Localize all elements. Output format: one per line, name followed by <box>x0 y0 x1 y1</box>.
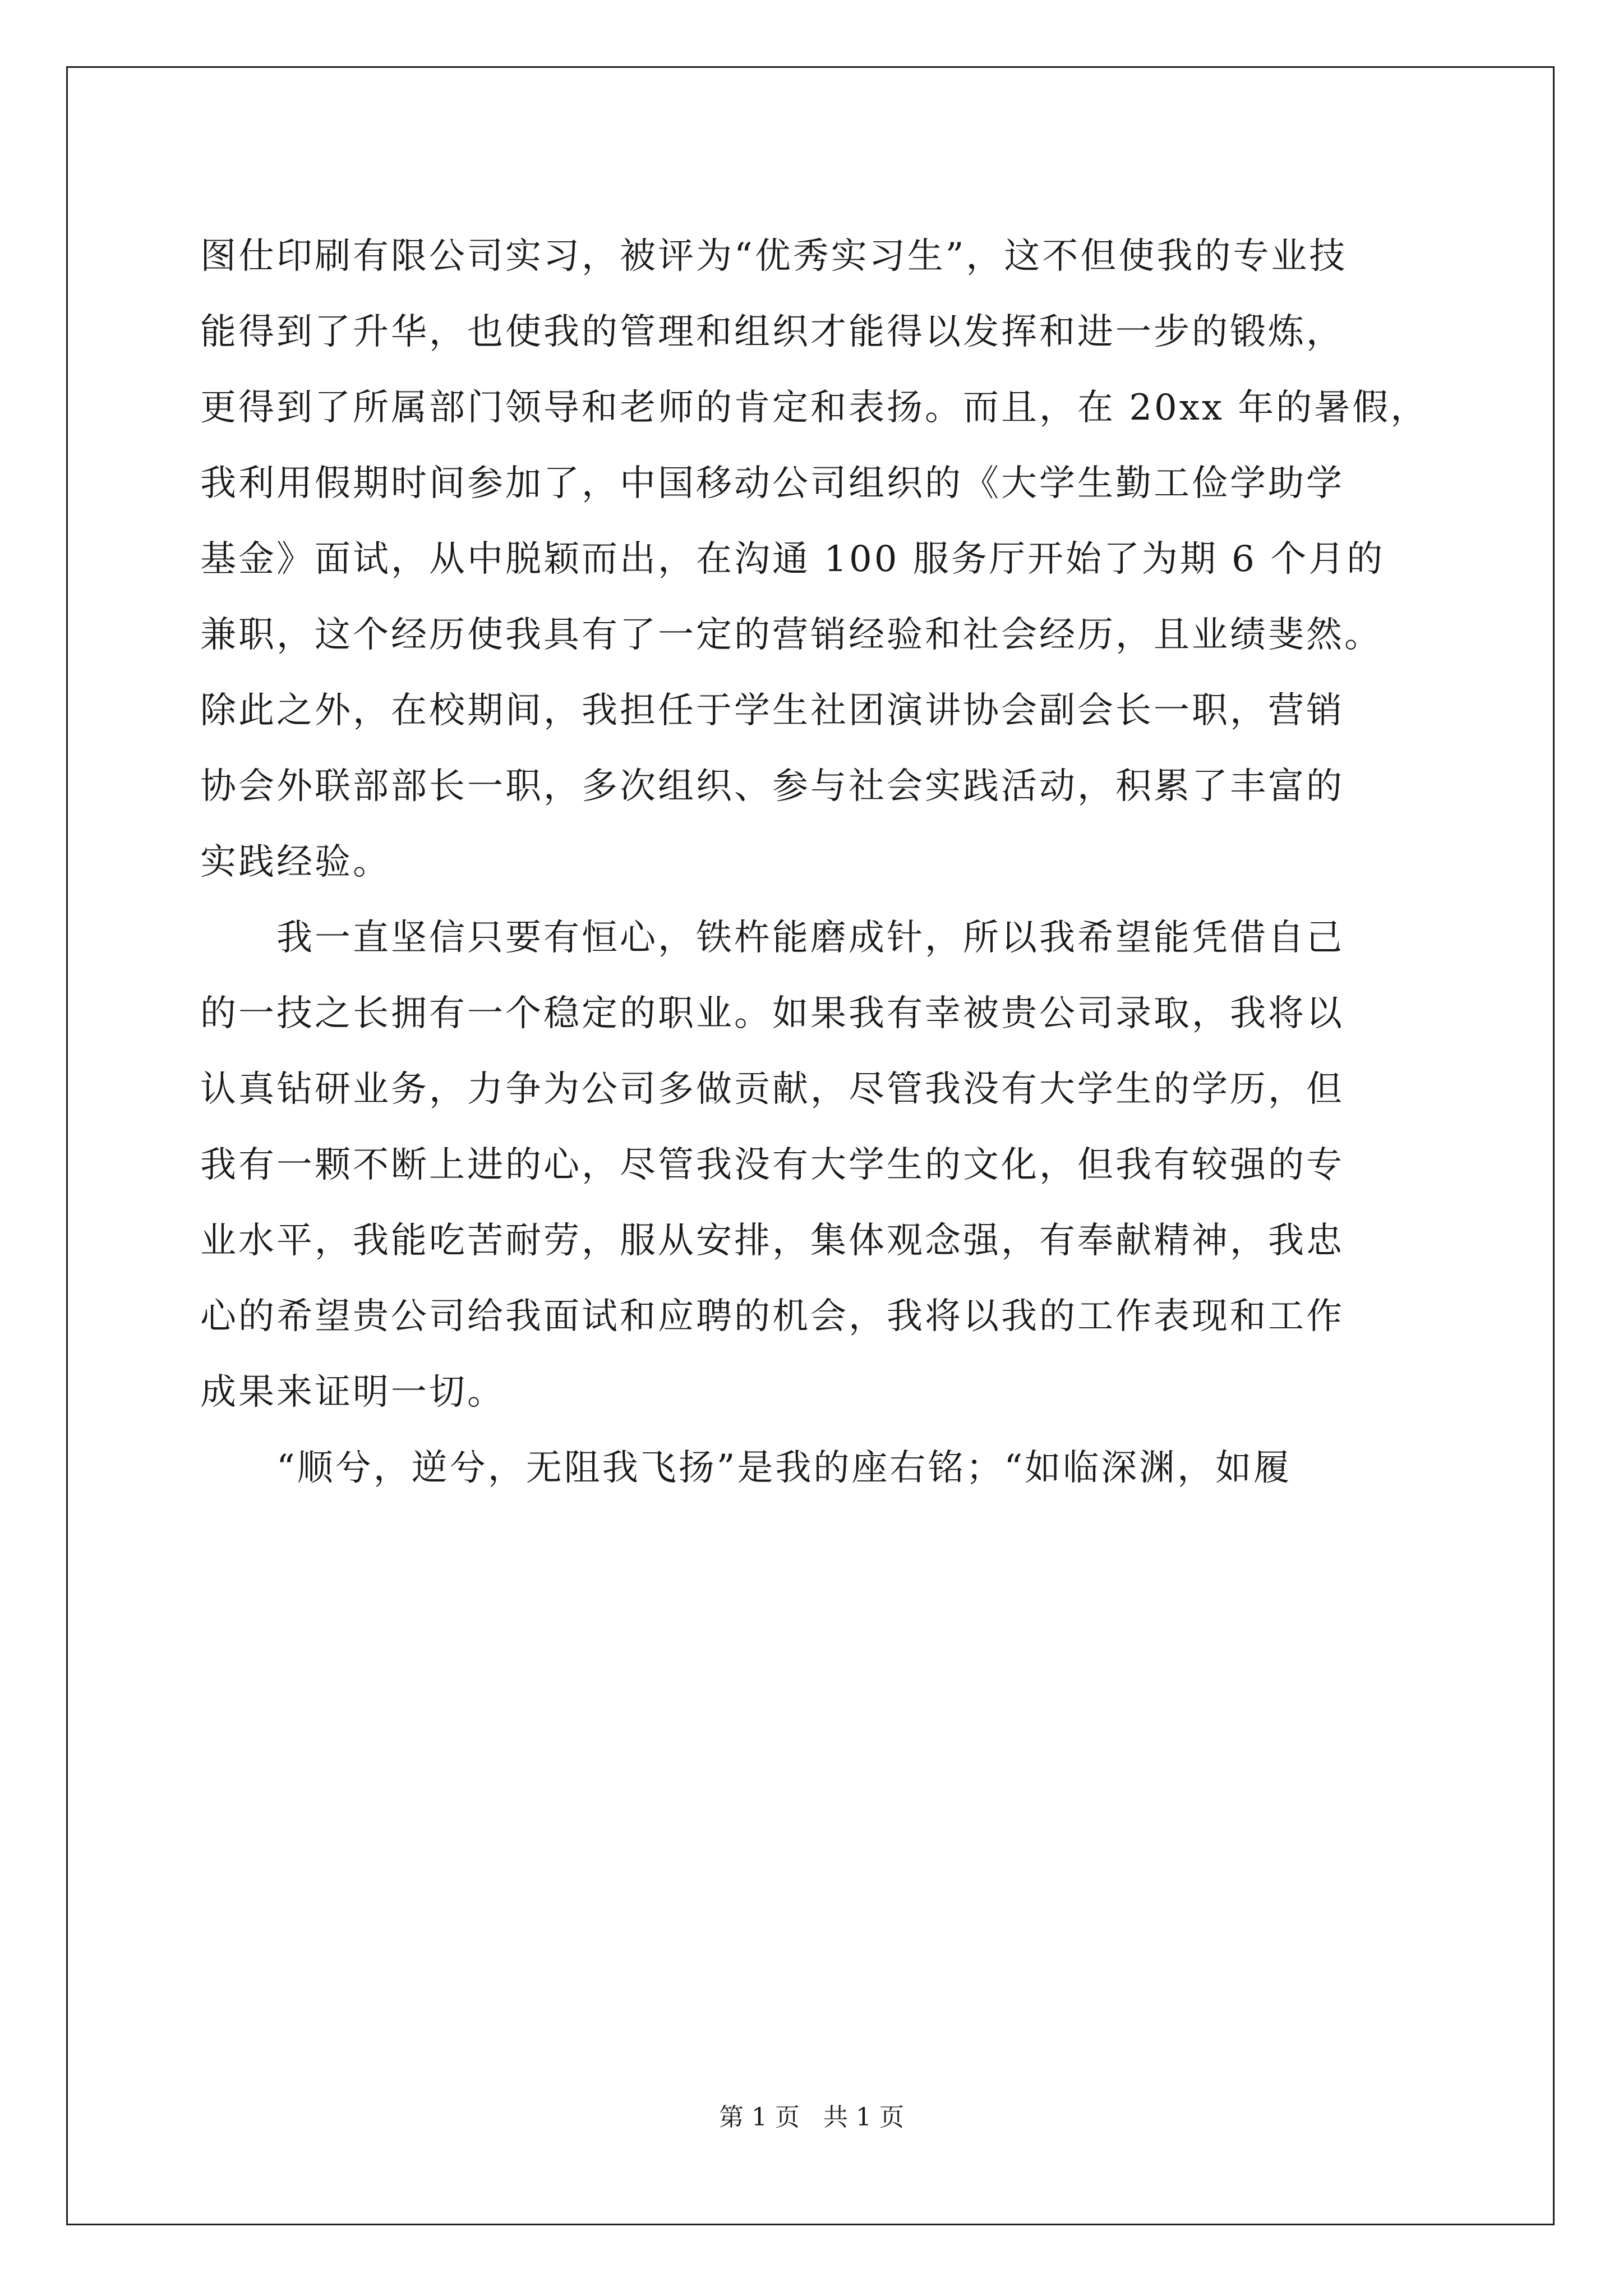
text-line: 兼职，这个经历使我具有了一定的营销经验和社会经历，且业绩斐然。 <box>200 614 1382 656</box>
text-line: 认真钻研业务，力争为公司多做贡献，尽管我没有大学生的学历，但 <box>200 1069 1344 1110</box>
text-line: 我利用假期时间参加了，中国移动公司组织的《大学生勤工俭学助学 <box>200 463 1344 504</box>
text-line: 心的希望贵公司给我面试和应聘的机会，我将以我的工作表现和工作 <box>200 1296 1344 1337</box>
text-line: 实践经验。 <box>200 841 391 883</box>
page-footer: 第 1 页 共 1 页 <box>719 2103 904 2132</box>
text-line: 协会外联部部长一职，多次组织、参与社会实践活动，积累了丰富的 <box>200 766 1344 807</box>
text-line: 能得到了升华，也使我的管理和组织才能得以发挥和进一步的锻炼， <box>200 311 1344 353</box>
text-line: “顺兮，逆兮，无阻我飞扬”是我的座右铭；“如临深渊，如履 <box>200 1447 1292 1489</box>
text-line: 除此之外，在校期间，我担任于学生社团演讲协会副会长一职，营销 <box>200 690 1344 731</box>
text-line: 业水平，我能吃苦耐劳，服从安排，集体观念强，有奉献精神，我忠 <box>200 1220 1344 1262</box>
text-line: 我一直坚信只要有恒心，铁杵能磨成针，所以我希望能凭借自己 <box>200 917 1344 959</box>
text-line: 图仕印刷有限公司实习，被评为“优秀实习生”，这不但使我的专业技 <box>200 236 1348 277</box>
text-line: 成果来证明一切。 <box>200 1372 505 1413</box>
text-line: 的一技之长拥有一个稳定的职业。如果我有幸被贵公司录取，我将以 <box>200 993 1344 1034</box>
text-line: 我有一颗不断上进的心，尽管我没有大学生的文化，但我有较强的专 <box>200 1144 1344 1186</box>
body-text <box>200 219 1456 1506</box>
text-line: 基金》面试，从中脱颖而出，在沟通 100 服务厅开始了为期 6 个月的 <box>200 539 1385 580</box>
text-line: 更得到了所属部门领导和老师的肯定和表扬。而且，在 20xx 年的暑假， <box>200 387 1429 429</box>
